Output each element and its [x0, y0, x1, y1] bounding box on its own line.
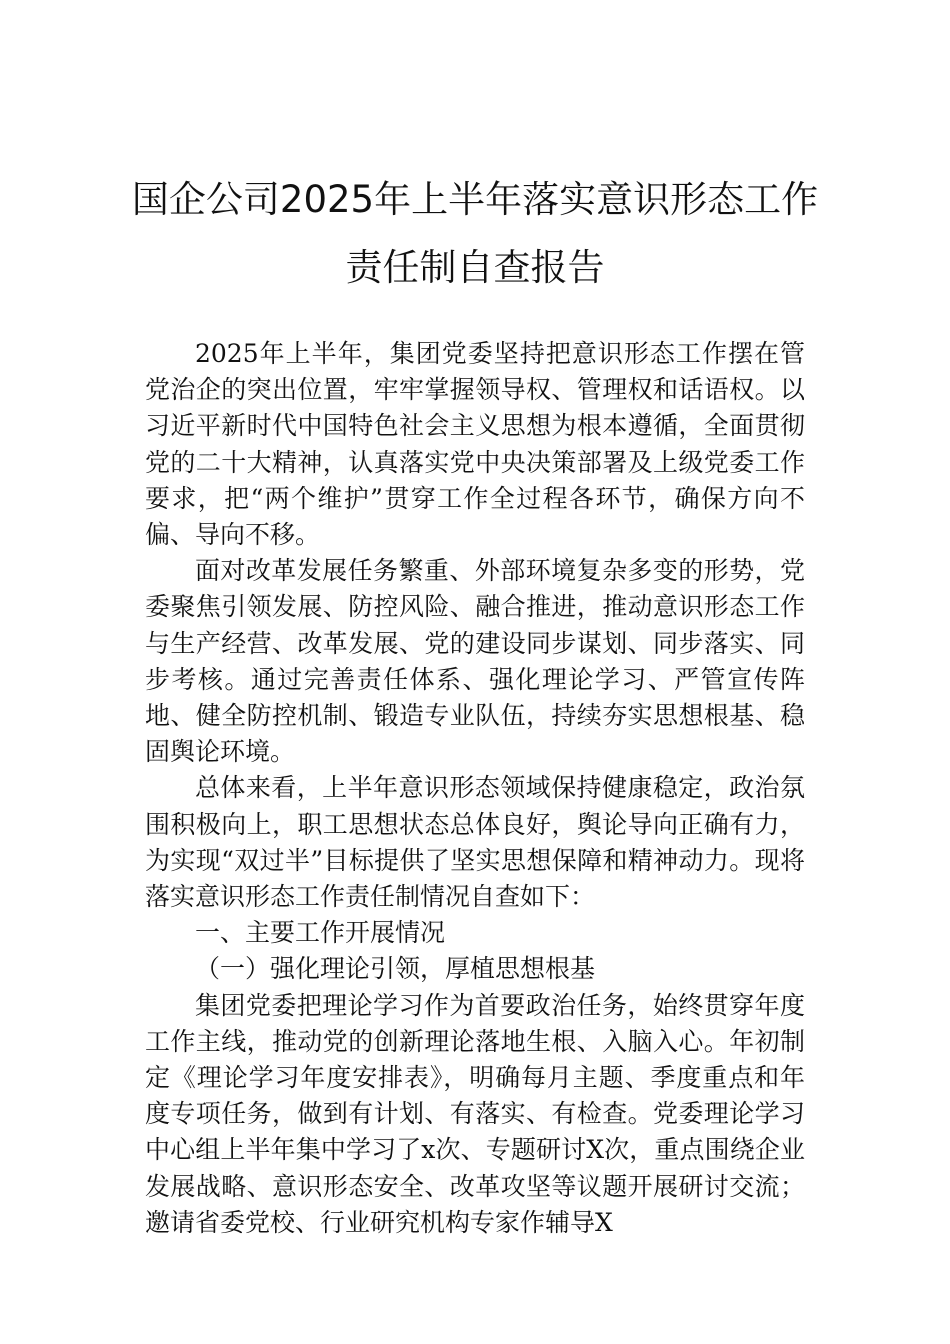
intro-paragraph-3: 总体来看，上半年意识形态领域保持健康稳定，政治氛围积极向上，职工思想状态总体良好，舆论导向正确有力，为实现“双过半”目标提供了坚实思想保障和精神动力。现将落实意识形态工作责任制情况自查如下： [145, 773, 805, 912]
document-title-line-1: 国企公司2025年上半年落实意识形态工作 [131, 178, 819, 221]
document-title-line-2: 责任制自查报告 [345, 246, 605, 289]
section-heading: 一、主要工作开展情况 [195, 918, 446, 948]
subsection-heading: （一）强化理论引领，厚植思想根基 [195, 954, 596, 984]
intro-paragraph-1: 2025年上半年，集团党委坚持把意识形态工作摆在管党治企的突出位置，牢牢掌握领导权、管理权和话语权。以习近平新时代中国特色社会主义思想为根本遵循，全面贯彻党的二十大精神，认真落实党中央决策部署及上级党委工作要求，把“两个维护”贯穿工作全过程各环节，确保方向不偏、导向不移。 [145, 339, 805, 550]
section-paragraph: 集团党委把理论学习作为首要政治任务，始终贯穿年度工作主线，推动党的创新理论落地生根、入脑入心。年初制定《理论学习年度安排表》，明确每月主题、季度重点和年度专项任务，做到有计划、有落实、有检查。党委理论学习中心组上半年集中学习了x次、专题研讨X次，重点围绕企业发展战略、意识形态安全、改革攻坚等议题开展研讨交流；邀请省委党校、行业研究机构专家作辅导X [145, 990, 805, 1237]
intro-paragraph-2: 面对改革发展任务繁重、外部环境复杂多变的形势，党委聚焦引领发展、防控风险、融合推进，推动意识形态工作与生产经营、改革发展、党的建设同步谋划、同步落实、同步考核。通过完善责任体系、强化理论学习、严管宣传阵地、健全防控机制、锻造专业队伍，持续夯实思想根基、稳固舆论环境。 [145, 556, 805, 767]
document-body [145, 336, 805, 1241]
